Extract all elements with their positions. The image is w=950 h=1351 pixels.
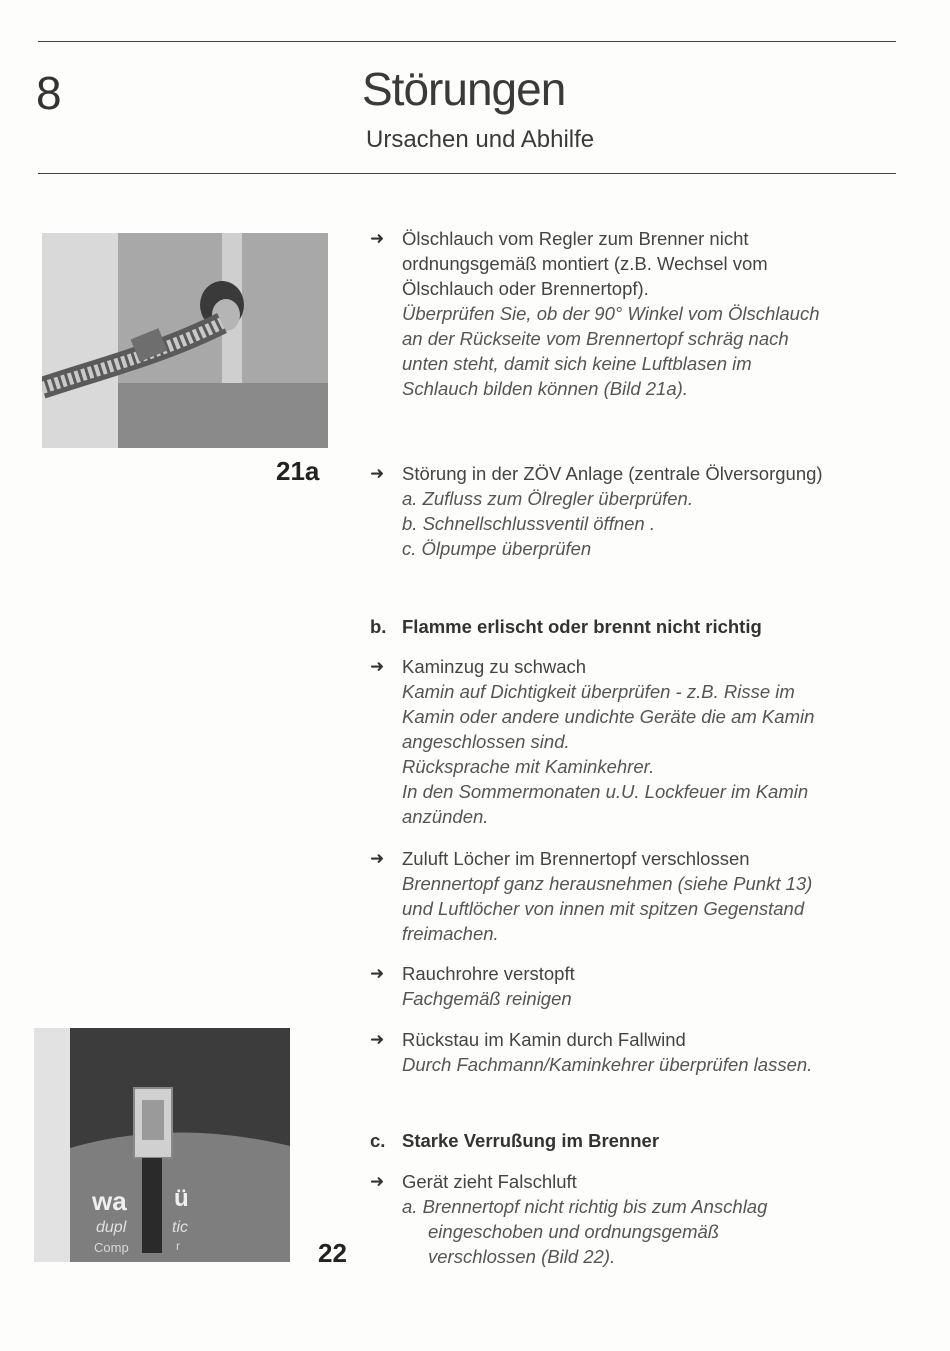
photo-burner-latch bbox=[34, 1028, 290, 1262]
figure-21a-label: 21a bbox=[276, 456, 320, 486]
cause-item-chimney-draft bbox=[370, 654, 830, 829]
figure-22-label: 22 bbox=[318, 1238, 347, 1268]
cause-text: Störung in der ZÖV Anlage (zentrale Ölversorgung) bbox=[402, 463, 823, 484]
section-heading-b bbox=[370, 616, 762, 638]
section-title: Starke Verrußung im Brenner bbox=[402, 1130, 660, 1151]
cause-text: Gerät zieht Falschluft bbox=[402, 1171, 577, 1192]
oil-hose-illustration bbox=[42, 233, 328, 448]
section-title: Flamme erlischt oder brennt nicht richtig bbox=[402, 616, 762, 637]
remedy-text-3: In den Sommermonaten u.U. Lockfeuer im Kamin anzünden. bbox=[402, 781, 809, 827]
remedy-text: Fachgemäß reinigen bbox=[402, 988, 572, 1009]
photo-oil-hose bbox=[42, 233, 328, 448]
remedy-step-c: c. Ölpumpe überprüfen bbox=[402, 538, 592, 559]
arrow-icon: ➜ bbox=[370, 849, 385, 868]
cause-item-oil-hose bbox=[370, 226, 830, 401]
brand-text-left: wa bbox=[92, 1186, 127, 1216]
header-rule bbox=[38, 173, 896, 174]
cause-text: Ölschlauch vom Regler zum Brenner nicht ordnungsgemäß montiert (z.B. Wechsel vom Ölschlauch oder Brennertopf). bbox=[402, 228, 768, 299]
cause-item-zov bbox=[370, 461, 830, 561]
cause-item-downdraft bbox=[370, 1027, 830, 1077]
cause-text: Rückstau im Kamin durch Fallwind bbox=[402, 1029, 686, 1050]
cause-text: Rauchrohre verstopft bbox=[402, 963, 575, 984]
remedy-text: Durch Fachmann/Kaminkehrer überprüfen lassen. bbox=[402, 1054, 813, 1075]
arrow-icon: ➜ bbox=[370, 657, 385, 676]
arrow-icon: ➜ bbox=[370, 464, 385, 483]
section-letter: c. bbox=[370, 1130, 386, 1151]
model-text-left: dupl bbox=[96, 1219, 127, 1236]
arrow-icon: ➜ bbox=[370, 1172, 385, 1191]
top-rule bbox=[38, 41, 896, 42]
arrow-icon: ➜ bbox=[370, 229, 385, 248]
remedy-text: Brennertopf ganz herausnehmen (siehe Punkt 13) und Luftlöcher von innen mit spitzen Gegenstand freimachen. bbox=[402, 873, 813, 944]
brand-text-right: ü bbox=[174, 1185, 189, 1212]
page-title: Störungen bbox=[362, 63, 566, 115]
cause-text: Kaminzug zu schwach bbox=[402, 656, 587, 677]
cause-item-flue-pipes bbox=[370, 961, 830, 1011]
arrow-icon: ➜ bbox=[370, 964, 385, 983]
section-letter: b. bbox=[370, 616, 387, 637]
cause-item-false-air bbox=[370, 1169, 830, 1269]
variant-text-right: r bbox=[176, 1239, 180, 1253]
chapter-number: 8 bbox=[36, 67, 62, 119]
remedy-text-1: Kamin auf Dichtigkeit überprüfen - z.B. Risse im Kamin oder andere undichte Geräte die am Kamin angeschlossen sind. bbox=[402, 681, 815, 752]
remedy-text-2: Rücksprache mit Kaminkehrer. bbox=[402, 756, 655, 777]
remedy-step-b: b. Schnellschlussventil öffnen . bbox=[402, 513, 655, 534]
remedy-text: Überprüfen Sie, ob der 90° Winkel vom Ölschlauch an der Rückseite vom Brennertopf schräg nach unten steht, damit sich keine Luftblasen im Schlauch bilden können (Bild 21a). bbox=[402, 303, 820, 399]
variant-text-left: Comp bbox=[94, 1240, 129, 1255]
page-subtitle: Ursachen und Abhilfe bbox=[366, 126, 595, 153]
remedy-step-a: a. Brennertopf nicht richtig bis zum Anschlag eingeschoben und ordnungsgemäß verschlossen (Bild 22). bbox=[402, 1196, 768, 1267]
model-text-right: tic bbox=[172, 1219, 188, 1236]
remedy-step-a: a. Zufluss zum Ölregler überprüfen. bbox=[402, 488, 693, 509]
arrow-icon: ➜ bbox=[370, 1030, 385, 1049]
burner-latch-illustration bbox=[34, 1028, 290, 1262]
cause-item-air-holes bbox=[370, 846, 830, 946]
cause-text: Zuluft Löcher im Brennertopf verschlossen bbox=[402, 848, 750, 869]
section-heading-c bbox=[370, 1130, 659, 1152]
